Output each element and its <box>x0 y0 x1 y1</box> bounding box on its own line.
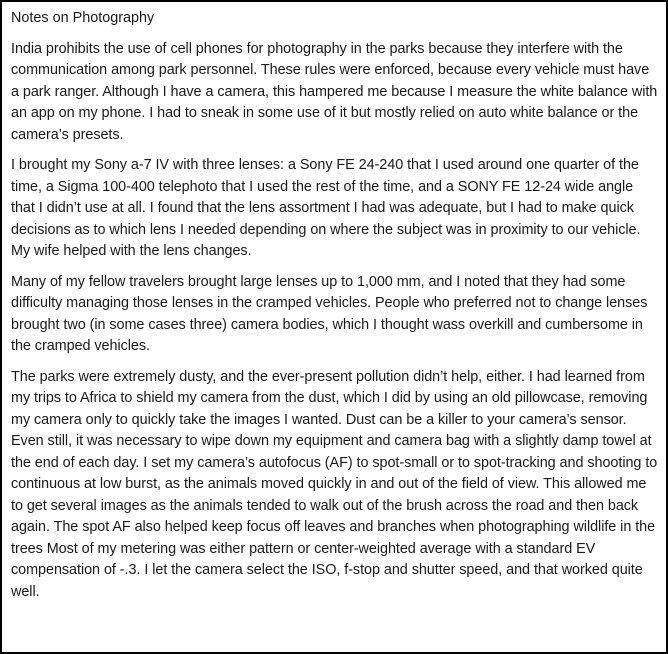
paragraph-lenses: I brought my Sony a-7 IV with three lenses: a Sony FE 24-240 that I used around one quarter of the time, a Sigma 100-400 telephoto that I used the rest of the time, and a SONY FE 12-24 wide angle that I didn’t use at all. I found that the lens assortment I had was adequate, but I had to make quick decisions as to which lens I needed depending on where the subject was in proximity to our vehicle. My wife helped with the lens changes. <box>11 157 641 259</box>
document-title: Notes on Photography <box>11 10 155 26</box>
paragraph-dust-and-settings: The parks were extremely dusty, and the ever-present pollution didn’t help, either. I had learned from my trips to Africa to shield my camera from the dust, which I did by using an old pillowcase, removing my camera only to quickly take the images I wanted. Dust can be a killer to your camera’s sensor. Even still, it was necessary to wipe down my equipment and camera bag with a slightly damp towel at the end of each day. I set my camera’s autofocus (AF) to spot-small or to spot-tracking and shooting to continuous at low burst, as the animals moved quickly in and out of the field of view. This allowed me to get several images as the animals tended to walk out of the brush across the road and then back again. The spot AF also helped keep focus off leaves and branches when photographing wildlife in the trees Most of my metering was either pattern or center-weighted average with a standard EV compensation of -.3. I let the camera select the ISO, f-stop and shutter speed, and that worked quite well. <box>11 368 658 600</box>
paragraph-cell-phone-rules: India prohibits the use of cell phones for photography in the parks because they interfere with the communication among park personnel. These rules were enforced, because every vehicle must have a park ranger. Although I have a camera, this hampered me because I measure the white balance with an app on my phone. I had to sneak in some use of it but mostly relied on auto white balance or the camera’s presets. <box>11 40 658 143</box>
document-body <box>2 2 666 603</box>
paragraph-fellow-travelers: Many of my fellow travelers brought large lenses up to 1,000 mm, and I noted that they had some difficulty managing those lenses in the cramped vehicles. People who preferred not to change lenses brought two (in some cases three) camera bodies, which I thought wass overkill and cumbersome in the cramped vehicles. <box>11 273 648 354</box>
